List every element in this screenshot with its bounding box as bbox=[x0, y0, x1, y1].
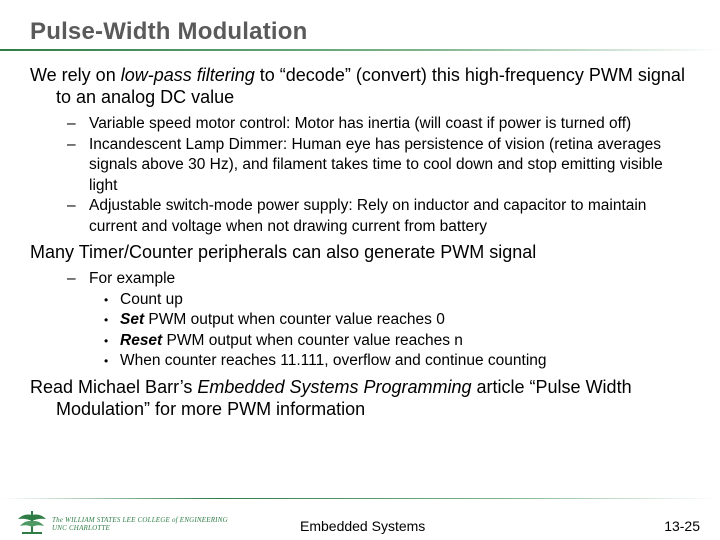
sub-sub-bullet-text: When counter reaches 11.111, overflow and continue counting bbox=[120, 352, 547, 369]
sub-sub-bullet-reset: • Reset PWM output when counter value reaches n bbox=[104, 331, 463, 349]
sub-bullet-power-supply: – Adjustable switch-mode power supply: Rely on inductor and capacitor to maintain current and voltage when not drawing current from battery bbox=[67, 197, 647, 235]
sub-bullet-text: Adjustable switch-mode power supply: Rely on inductor and capacitor to maintain current and voltage when not drawing current from battery bbox=[89, 197, 647, 235]
sub-bullet-list bbox=[30, 269, 690, 372]
title-divider bbox=[0, 49, 720, 51]
sub-bullet-example: – For example bbox=[67, 270, 176, 287]
logo-text-line: The WILLIAM STATES LEE COLLEGE of ENGINEERING bbox=[52, 516, 228, 524]
sub-bullet-lamp: – Incandescent Lamp Dimmer: Human eye has persistence of vision (retina averages signals above 30 Hz), and filament takes time to cool down and stop emitting visible light bbox=[67, 135, 663, 194]
slide-title: Pulse-Width Modulation bbox=[30, 18, 308, 45]
bullet-text: to “decode” (convert) this high-frequency PWM signal to an analog DC value bbox=[56, 65, 685, 107]
college-logo-text bbox=[52, 516, 228, 532]
sub-bullet-motor: – Variable speed motor control: Motor has inertia (will coast if power is turned off) bbox=[67, 115, 632, 132]
sub-bullet-list bbox=[30, 114, 690, 237]
logo-text-line: UNC CHARLOTTE bbox=[52, 524, 111, 532]
slide-number: 13-25 bbox=[664, 518, 700, 534]
footer-divider bbox=[0, 498, 720, 499]
sub-sub-bullet-count-up: • Count up bbox=[104, 290, 183, 308]
sub-sub-bullet-text: PWM output when counter value reaches n bbox=[162, 331, 463, 349]
bullet-emphasis: Embedded Systems Programming bbox=[197, 376, 472, 397]
bullet-timer-counter: Many Timer/Counter peripherals can also generate PWM signal bbox=[30, 242, 537, 262]
sub-sub-bullet-text: PWM output when counter value reaches 0 bbox=[144, 311, 445, 328]
sub-bullet-text: Incandescent Lamp Dimmer: Human eye has persistence of vision (retina averages signals above 30 Hz), and filament takes time to cool down and stop emitting visible light bbox=[89, 135, 663, 194]
footer-course-title: Embedded Systems bbox=[300, 518, 426, 534]
bullet-text: Read Michael Barr’s bbox=[30, 376, 198, 397]
sub-bullet-text: For example bbox=[89, 270, 176, 287]
sub-sub-bullet-overflow: • When counter reaches 11.111, overflow and continue counting bbox=[104, 352, 547, 369]
bullet-emphasis: low-pass filtering bbox=[120, 65, 255, 85]
bullet-text: article “Pulse Width Modulation” for more PWM information bbox=[56, 376, 632, 419]
bullet-text: We rely on bbox=[30, 65, 121, 85]
sub-sub-bullet-set: • Set PWM output when counter value reaches 0 bbox=[104, 311, 445, 328]
college-logo-icon bbox=[14, 509, 50, 535]
sub-sub-bullet-text: Count up bbox=[120, 290, 183, 308]
bullet-lowpass bbox=[30, 64, 690, 108]
sub-sub-bullet-emphasis: Set bbox=[120, 311, 145, 328]
sub-sub-bullet-emphasis: Reset bbox=[120, 331, 163, 349]
slide-body bbox=[30, 64, 690, 426]
bullet-reference bbox=[30, 376, 690, 420]
sub-bullet-text: Variable speed motor control: Motor has inertia (will coast if power is turned off) bbox=[89, 115, 632, 132]
